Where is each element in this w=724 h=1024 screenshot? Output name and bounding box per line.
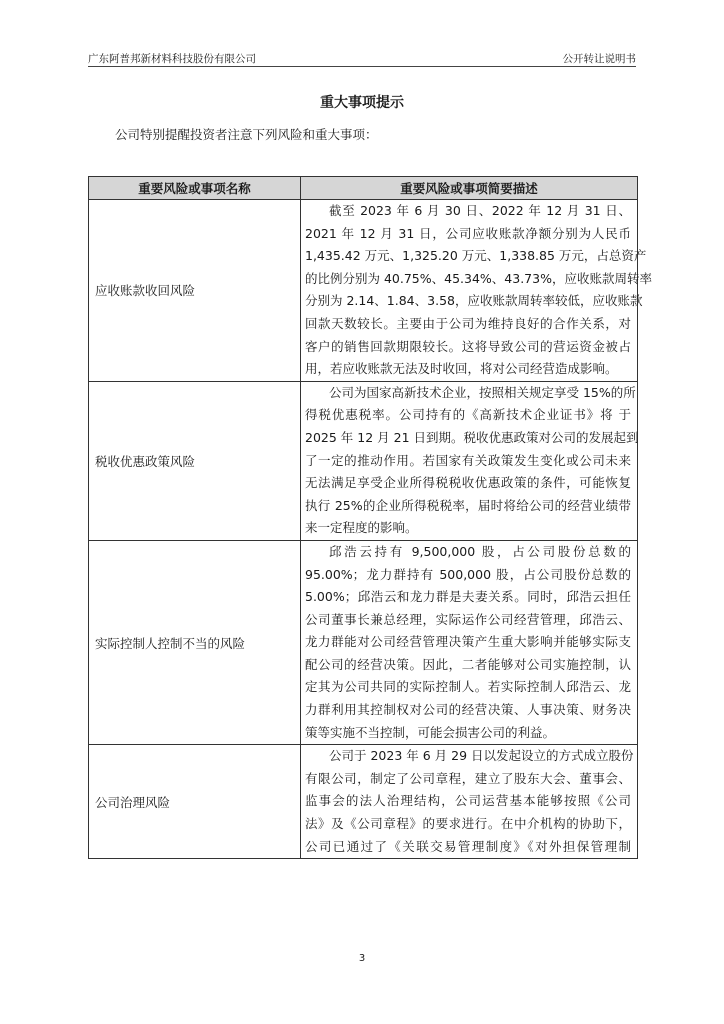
page-title: 重大事项提示: [320, 95, 404, 111]
description-line: 公司已通过了《关联交易管理制度》《对外担保管理制: [305, 838, 631, 854]
header-risk-description: 重要风险或事项简要描述: [301, 177, 638, 200]
table-row: [89, 381, 638, 540]
description-line: 公司于 2023 年 6 月 29 日以发起设立的方式成立股份: [329, 748, 634, 764]
header-doc-type: 公开转让说明书: [562, 53, 636, 65]
risk-description-cell: [301, 540, 638, 744]
description-line: 95.00%；龙力群持有 500,000 股，占公司股份总数的: [305, 566, 631, 582]
description-line: 回款天数较长。主要由于公司为维持良好的合作关系，对: [305, 315, 631, 331]
description-line: 1,435.42 万元、1,325.20 万元、1,338.85 万元，占总资产: [305, 248, 647, 264]
description-line: 了一定的推动作用。若国家有关政策发生变化或公司未来: [305, 452, 631, 468]
description-line: 定其为公司共同的实际控制人。若实际控制人邱浩云、龙: [305, 679, 631, 695]
header-company: 广东阿普邦新材料科技股份有限公司: [88, 53, 256, 65]
risk-name-cell: 税收优惠政策风险: [89, 381, 301, 540]
description-line: 龙力群能对公司经营管理决策产生重大影响并能够实际支: [305, 634, 631, 650]
description-line: 用，若应收账款无法及时收回，将对公司经营造成影响。: [305, 361, 618, 377]
intro-text: 公司特别提醒投资者注意下列风险和重大事项：: [115, 127, 378, 142]
risk-description-cell: [301, 200, 652, 382]
risk-description-cell: [301, 745, 638, 859]
description-line: 来一定程度的影响。: [305, 520, 418, 536]
header-risk-name: 重要风险或事项名称: [89, 177, 301, 200]
description-line: 截至 2023 年 6 月 30 日、2022 年 12 月 31 日、: [329, 203, 631, 218]
description-line: 公司董事长兼总经理，实际运作公司经营管理，邱浩云、: [305, 611, 631, 627]
risk-name-cell: 应收账款收回风险: [89, 200, 301, 382]
description-line: 分别为 2.14、1.84、3.58，应收账款周转率较低，应收账款: [305, 293, 643, 309]
description-line: 得税优惠税率。公司持有的《高新技术企业证书》将 于: [305, 407, 631, 423]
description-line: 力群利用其控制权对公司的经营决策、人事决策、财务决: [305, 702, 631, 718]
table-row: [89, 540, 638, 744]
description-line: 2025 年 12 月 21 日到期。税收优惠政策对公司的发展起到: [305, 429, 639, 445]
risk-description-cell: [301, 381, 638, 540]
page-header: [88, 51, 636, 67]
description-line: 邱浩云持有 9,500,000 股，占公司股份总数的: [329, 543, 631, 559]
description-line: 2021 年 12 月 31 日，公司应收账款净额分别为人民币: [305, 225, 631, 241]
table-header-row: [89, 177, 638, 200]
table-row: [89, 745, 638, 859]
page-number: 3: [358, 953, 366, 964]
risk-table: [88, 176, 652, 859]
description-line: 5.00%；邱浩云和龙力群是夫妻关系。同时，邱浩云担任: [305, 589, 631, 605]
risk-name-cell: 公司治理风险: [89, 745, 301, 859]
description-line: 执行 25%的企业所得税税率，届时将给公司的经营业绩带: [305, 497, 631, 513]
description-line: 客户的销售回款期限较长。这将导致公司的营运资金被占: [305, 338, 631, 354]
description-line: 无法满足享受企业所得税税收优惠政策的条件，可能恢复: [305, 475, 631, 491]
description-line: 监事会的法人治理结构，公司运营基本能够按照《公司: [305, 793, 631, 809]
description-line: 策等实施不当控制，可能会损害公司的利益。: [305, 724, 556, 740]
description-line: 有限公司，制定了公司章程，建立了股东大会、董事会、: [305, 770, 631, 786]
risk-table-body: [89, 200, 652, 859]
risk-name-cell: 实际控制人控制不当的风险: [89, 540, 301, 744]
description-line: 公司为国家高新技术企业，按照相关规定享受 15%的所: [329, 384, 636, 400]
table-row: [89, 200, 638, 382]
description-line: 配公司的经营决策。因此，二者能够对公司实施控制，认: [305, 656, 631, 672]
description-line: 法》及《公司章程》的要求进行。在中介机构的协助下，: [305, 816, 631, 832]
description-line: 的比例分别为 40.75%、45.34%、43.73%，应收账款周转率: [305, 270, 652, 286]
